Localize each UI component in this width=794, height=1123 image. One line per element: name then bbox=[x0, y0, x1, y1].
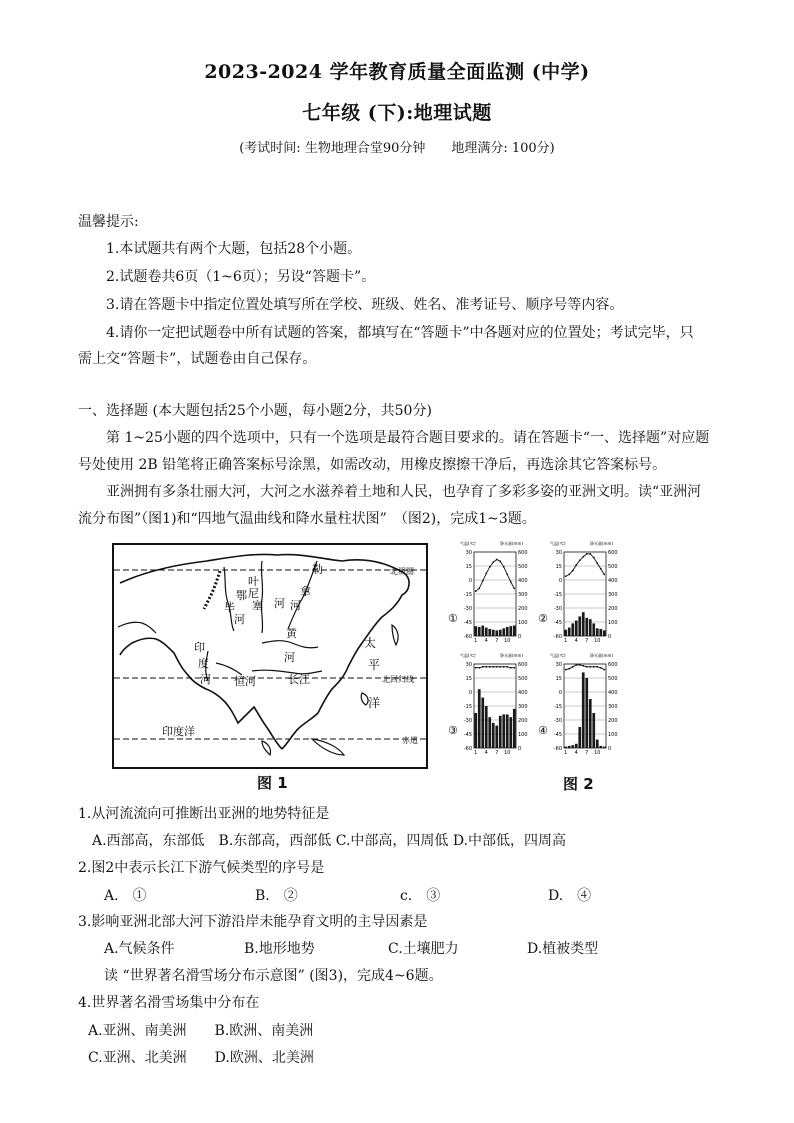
temp-tick-label: -60 bbox=[463, 634, 472, 640]
figure1-caption: 图 1 bbox=[257, 774, 288, 792]
indus-label: 度 bbox=[198, 657, 209, 670]
precip-tick-label: 200 bbox=[518, 606, 528, 612]
month-tick-label: 7 bbox=[585, 750, 589, 756]
temp-point bbox=[579, 560, 581, 562]
precip-bar bbox=[492, 723, 495, 748]
precip-bar bbox=[592, 713, 595, 748]
option: D.植被类型 bbox=[527, 941, 599, 957]
arctic-circle-label: 北极圈 bbox=[390, 567, 414, 576]
temp-point bbox=[485, 666, 487, 668]
precip-bar bbox=[485, 706, 488, 748]
temp-point bbox=[506, 666, 508, 668]
temp-point bbox=[593, 666, 595, 668]
temp-point bbox=[593, 557, 595, 559]
month-tick-label: 10 bbox=[594, 638, 601, 644]
temp-tick-label: -45 bbox=[463, 620, 472, 626]
precip-bar bbox=[492, 630, 495, 636]
temp-point bbox=[582, 665, 584, 667]
month-tick-label: 1 bbox=[564, 638, 568, 644]
pacific-label: 平 bbox=[368, 658, 381, 672]
precip-axis-title: 降水量(mm) bbox=[590, 541, 613, 546]
temp-tick-label: -30 bbox=[463, 718, 472, 724]
tips-heading: 温馨提示: bbox=[78, 214, 139, 230]
exam-subtitle: 七年级 (下):地理试题 bbox=[302, 102, 492, 124]
month-tick-label: 1 bbox=[474, 750, 478, 756]
precip-tick-label: 100 bbox=[518, 620, 528, 626]
precip-tick-label: 0 bbox=[518, 746, 522, 752]
precip-tick-label: 400 bbox=[518, 578, 528, 584]
temp-point bbox=[603, 669, 605, 671]
ob-label: 鄂 bbox=[236, 589, 247, 602]
temp-point bbox=[492, 666, 494, 668]
temp-point bbox=[478, 588, 480, 590]
option: D. ④ bbox=[548, 888, 592, 904]
precip-tick-label: 300 bbox=[608, 592, 618, 598]
precip-bar bbox=[578, 616, 581, 636]
temp-point bbox=[603, 574, 605, 576]
month-tick-label: 4 bbox=[484, 638, 488, 644]
temp-point bbox=[499, 666, 501, 668]
month-tick-label: 10 bbox=[594, 750, 601, 756]
precip-tick-label: 500 bbox=[518, 564, 528, 570]
temp-point bbox=[496, 666, 498, 668]
temp-point bbox=[489, 666, 491, 668]
precip-bar bbox=[571, 623, 574, 636]
temp-axis-title: 气温(℃) bbox=[460, 653, 476, 658]
ob-label: 毕 bbox=[224, 601, 235, 614]
question-4-options: A.亚洲、南美洲 B.欧洲、南美洲 bbox=[88, 1023, 314, 1039]
map-frame bbox=[113, 544, 427, 768]
precip-tick-label: 500 bbox=[608, 564, 618, 570]
precip-bar bbox=[589, 619, 592, 636]
asia-river-map bbox=[112, 543, 428, 769]
instruction-line: 号处使用 2B 铅笔将正确答案标号涂黑，如需改动，用橡皮擦擦干净后，再选涂其它答案标号。 bbox=[78, 457, 667, 473]
temp-point bbox=[489, 566, 491, 568]
yenisei-label: 尼 bbox=[248, 587, 259, 600]
temp-point bbox=[575, 664, 577, 666]
precip-bar bbox=[603, 747, 606, 748]
temp-tick-label: 15 bbox=[555, 564, 562, 570]
yellow-river-label: 河 bbox=[284, 651, 295, 664]
temp-point bbox=[589, 666, 591, 668]
temp-point bbox=[482, 580, 484, 582]
temp-point bbox=[503, 566, 505, 568]
temp-point bbox=[510, 581, 512, 583]
reading-prompt: 读 “世界著名滑雪场分布示意图” (图3)，完成4~6题。 bbox=[104, 968, 443, 984]
precip-bar bbox=[506, 627, 509, 636]
temp-point bbox=[586, 666, 588, 668]
precip-bar bbox=[596, 628, 599, 636]
temp-point bbox=[513, 667, 515, 669]
temp-point bbox=[582, 556, 584, 558]
temp-tick-label: -60 bbox=[553, 746, 562, 752]
precip-bar bbox=[474, 713, 477, 748]
figure2-caption: 图 2 bbox=[563, 775, 594, 793]
precip-bar bbox=[474, 626, 477, 636]
question-2: 2.图2中表示长江下游气候类型的序号是 bbox=[78, 860, 325, 876]
temp-tick-label: 15 bbox=[555, 676, 562, 682]
indian-ocean-label: 印度洋 bbox=[162, 725, 195, 738]
precip-tick-label: 300 bbox=[518, 704, 528, 710]
temp-point bbox=[596, 562, 598, 564]
pacific-label: 洋 bbox=[368, 696, 381, 710]
precip-bar bbox=[578, 727, 581, 748]
option: B.地形地势 bbox=[244, 941, 315, 957]
temp-point bbox=[568, 574, 570, 576]
instruction-line: 第 1~25小题的四个选项中，只有一个选项是最符合题目要求的。请在答题卡“一、选择题”对应题 bbox=[106, 430, 710, 446]
precip-bar bbox=[568, 746, 571, 748]
temp-tick-label: -60 bbox=[553, 634, 562, 640]
precip-bar bbox=[592, 623, 595, 636]
precip-bar bbox=[575, 621, 578, 636]
precip-axis-title: 降水量(mm) bbox=[500, 541, 523, 546]
temp-axis-title: 气温(℃) bbox=[460, 541, 476, 546]
precip-tick-label: 600 bbox=[518, 662, 528, 668]
tip-item: 2.试题卷共6页（1~6页）；另设“答题卡”。 bbox=[106, 269, 376, 285]
temp-tick-label: -45 bbox=[553, 620, 562, 626]
precip-tick-label: 100 bbox=[608, 620, 618, 626]
precip-tick-label: 100 bbox=[608, 732, 618, 738]
precip-tick-label: 100 bbox=[518, 732, 528, 738]
temp-point bbox=[579, 664, 581, 666]
precip-bar bbox=[564, 630, 567, 636]
precip-tick-label: 400 bbox=[608, 690, 618, 696]
temp-point bbox=[589, 553, 591, 555]
precip-bar bbox=[488, 629, 491, 636]
chart-marker: ② bbox=[538, 612, 548, 625]
precip-bar bbox=[481, 698, 484, 748]
precip-tick-label: 0 bbox=[518, 634, 522, 640]
precip-tick-label: 600 bbox=[518, 550, 528, 556]
tip-item: 需上交“答题卡”，试题卷由自己保存。 bbox=[78, 351, 317, 367]
month-tick-label: 7 bbox=[495, 750, 499, 756]
precip-bar bbox=[499, 716, 502, 748]
question-4: 4.世界著名滑雪场集中分布在 bbox=[78, 995, 260, 1011]
temp-tick-label: -15 bbox=[463, 592, 472, 598]
tip-item: 1.本试题共有两个大题，包括28个小题。 bbox=[106, 241, 362, 257]
temp-tick-label: 30 bbox=[465, 550, 472, 556]
precip-tick-label: 600 bbox=[608, 662, 618, 668]
precip-bar bbox=[502, 628, 505, 636]
month-tick-label: 7 bbox=[585, 638, 589, 644]
month-tick-label: 7 bbox=[495, 638, 499, 644]
precip-bar bbox=[575, 744, 578, 748]
chart-marker: ① bbox=[448, 612, 458, 625]
precip-bar bbox=[513, 626, 516, 637]
temp-tick-label: -15 bbox=[463, 704, 472, 710]
precip-bar bbox=[603, 630, 606, 636]
temp-tick-label: -30 bbox=[553, 606, 562, 612]
intro-line: 亚洲拥有多条壮丽大河，大河之水滋养着土地和人民，也孕育了多彩多姿的亚洲文明。读“亚洲河 bbox=[106, 484, 702, 500]
precip-tick-label: 200 bbox=[518, 718, 528, 724]
temp-point bbox=[475, 667, 477, 669]
temp-point bbox=[565, 669, 567, 671]
temp-point bbox=[600, 568, 602, 570]
temp-tick-label: 30 bbox=[555, 662, 562, 668]
precip-bar bbox=[596, 740, 599, 748]
precip-bar bbox=[513, 709, 516, 748]
chart-marker: ③ bbox=[448, 724, 458, 737]
precip-bar bbox=[585, 618, 588, 636]
option: A.气候条件 bbox=[104, 941, 175, 957]
temp-tick-label: -30 bbox=[553, 718, 562, 724]
month-tick-label: 4 bbox=[484, 750, 488, 756]
yenisei-label: 塞 bbox=[252, 599, 263, 612]
precip-bar bbox=[478, 689, 481, 748]
temp-tick-label: 0 bbox=[558, 690, 562, 696]
temp-point bbox=[600, 667, 602, 669]
temp-tick-label: 0 bbox=[468, 690, 472, 696]
option: B. ② bbox=[255, 888, 298, 904]
indus-label: 河 bbox=[200, 673, 211, 686]
temp-tick-label: 30 bbox=[555, 550, 562, 556]
precip-axis-title: 降水量(mm) bbox=[500, 653, 523, 658]
month-tick-label: 10 bbox=[504, 750, 511, 756]
precip-bar bbox=[599, 629, 602, 636]
yellow-river-label: 黄 bbox=[286, 627, 297, 640]
precip-bar bbox=[506, 714, 509, 748]
lena-label: 拿 bbox=[300, 585, 311, 598]
month-tick-label: 4 bbox=[574, 750, 578, 756]
temp-tick-label: -60 bbox=[463, 746, 472, 752]
precip-bar bbox=[571, 745, 574, 748]
climate-charts bbox=[444, 538, 620, 768]
exam-title: 2023-2024 学年教育质量全面监测 (中学) bbox=[204, 61, 590, 83]
precip-tick-label: 300 bbox=[608, 704, 618, 710]
precip-bar bbox=[568, 628, 571, 636]
temp-point bbox=[496, 559, 498, 561]
lena-label: 河 bbox=[290, 599, 301, 612]
month-tick-label: 4 bbox=[574, 638, 578, 644]
question-3: 3.影响亚洲北部大河下游沿岸未能孕育文明的主导因素是 bbox=[78, 914, 428, 930]
precip-bar bbox=[495, 726, 498, 748]
precip-tick-label: 500 bbox=[518, 676, 528, 682]
temp-point bbox=[513, 588, 515, 590]
temp-axis-title: 气温(℃) bbox=[550, 541, 566, 546]
question-1-options: A.西部高，东部低 B.东部高，西部低 C.中部高，四周低 D.中部低，四周高 bbox=[92, 833, 567, 849]
temp-tick-label: -30 bbox=[463, 606, 472, 612]
precip-tick-label: 500 bbox=[608, 676, 618, 682]
temp-tick-label: 0 bbox=[558, 578, 562, 584]
temp-tick-label: 30 bbox=[465, 662, 472, 668]
temp-point bbox=[482, 666, 484, 668]
precip-bar bbox=[585, 678, 588, 748]
precip-tick-label: 200 bbox=[608, 718, 618, 724]
temp-point bbox=[510, 667, 512, 669]
pacific-label: 太 bbox=[364, 636, 377, 650]
temp-point bbox=[596, 666, 598, 668]
ganges-label: 恒河 bbox=[234, 675, 256, 688]
temp-tick-label: 15 bbox=[465, 676, 472, 682]
temp-point bbox=[572, 666, 574, 668]
chart-marker: ④ bbox=[538, 724, 548, 737]
section-heading: 一、选择题 (本大题包括25个小题，每小题2分，共50分) bbox=[78, 403, 432, 419]
month-tick-label: 10 bbox=[504, 638, 511, 644]
precip-bar bbox=[502, 714, 505, 748]
temp-point bbox=[575, 564, 577, 566]
precip-bar bbox=[599, 746, 602, 748]
month-tick-label: 1 bbox=[564, 750, 568, 756]
temp-point bbox=[568, 668, 570, 670]
temp-point bbox=[586, 553, 588, 555]
intro-line: 流分布图”（图1)和“四地气温曲线和降水量柱状图” （图2)，完成1~3题。 bbox=[78, 511, 536, 527]
option: C.土壤肥力 bbox=[388, 941, 459, 957]
temp-point bbox=[492, 561, 494, 563]
precip-bar bbox=[589, 699, 592, 748]
equator-label: 赤道 bbox=[402, 736, 418, 745]
option: A. ① bbox=[104, 888, 147, 904]
month-tick-label: 1 bbox=[474, 638, 478, 644]
precip-bar bbox=[488, 717, 491, 748]
tip-item: 4.请你一定把试题卷中所有试题的答案，都填写在“答题卡”中各题对应的位置处；考试完毕，只 bbox=[106, 325, 694, 341]
temp-point bbox=[475, 590, 477, 592]
temp-point bbox=[503, 666, 505, 668]
precip-bar bbox=[582, 612, 585, 636]
precip-axis-title: 降水量(mm) bbox=[590, 653, 613, 658]
ob-label: 河 bbox=[234, 613, 245, 626]
question-4-options: C.亚洲、北美洲 D.欧洲、北美洲 bbox=[88, 1050, 314, 1066]
precip-bar bbox=[485, 628, 488, 636]
precip-bar bbox=[481, 626, 484, 637]
yangtze-label: 长江 bbox=[288, 673, 310, 686]
temp-point bbox=[499, 560, 501, 562]
temp-tick-label: -15 bbox=[553, 704, 562, 710]
precip-bar bbox=[478, 627, 481, 636]
temp-point bbox=[485, 573, 487, 575]
precip-bar bbox=[582, 672, 585, 748]
precip-bar bbox=[499, 630, 502, 636]
precip-bar bbox=[564, 747, 567, 748]
exam-info: (考试时间: 生物地理合堂90分钟 地理满分: 100分) bbox=[239, 141, 555, 156]
temp-point bbox=[565, 575, 567, 577]
temp-tick-label: 0 bbox=[468, 578, 472, 584]
yenisei-label: 河 bbox=[274, 597, 285, 610]
precip-tick-label: 0 bbox=[608, 634, 612, 640]
precip-bar bbox=[509, 717, 512, 748]
option: c. ③ bbox=[400, 888, 441, 904]
yenisei-label: 叶 bbox=[248, 575, 259, 588]
temp-tick-label: -15 bbox=[553, 592, 562, 598]
precip-tick-label: 0 bbox=[608, 746, 612, 752]
question-1: 1.从河流流向可推断出亚洲的地势特征是 bbox=[78, 806, 330, 822]
temp-point bbox=[478, 667, 480, 669]
precip-tick-label: 600 bbox=[608, 550, 618, 556]
precip-tick-label: 300 bbox=[518, 592, 528, 598]
lena-label: 勒 bbox=[312, 563, 323, 576]
precip-tick-label: 400 bbox=[608, 578, 618, 584]
temp-point bbox=[572, 570, 574, 572]
precip-tick-label: 400 bbox=[518, 690, 528, 696]
tip-item: 3.请在答题卡中指定位置处填写所在学校、班级、姓名、准考证号、顺序号等内容。 bbox=[106, 297, 624, 313]
temp-point bbox=[506, 574, 508, 576]
temp-tick-label: 15 bbox=[465, 564, 472, 570]
indus-label: 印 bbox=[194, 641, 205, 654]
precip-tick-label: 200 bbox=[608, 606, 618, 612]
precip-bar bbox=[495, 630, 498, 636]
temp-tick-label: -45 bbox=[553, 732, 562, 738]
temp-tick-label: -45 bbox=[463, 732, 472, 738]
precip-bar bbox=[509, 626, 512, 636]
temp-axis-title: 气温(℃) bbox=[550, 653, 566, 658]
tropic-label: 北回归线 bbox=[382, 675, 414, 684]
